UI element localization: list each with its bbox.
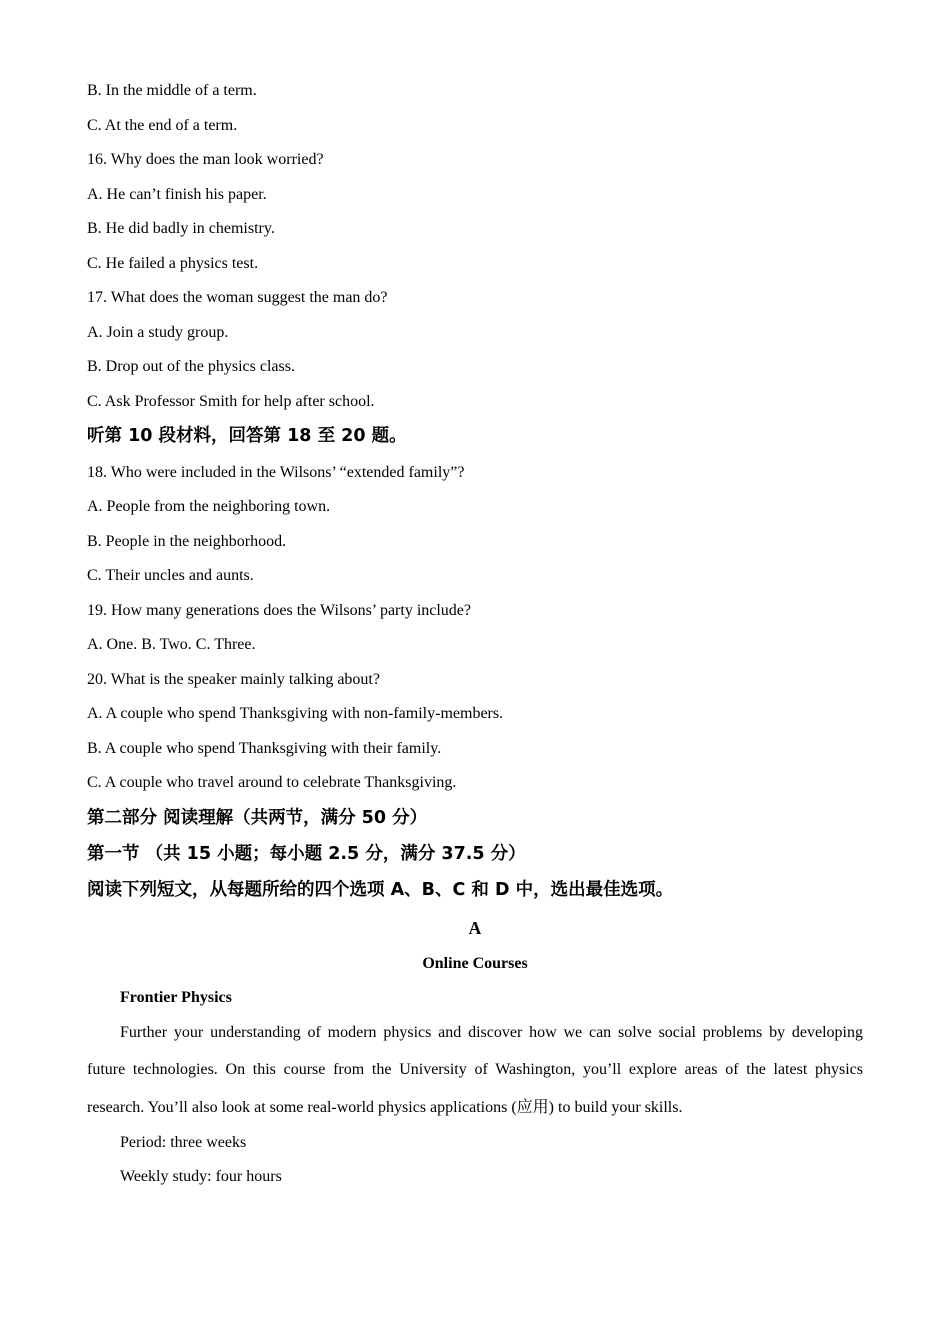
q16-question: 16. Why does the man look worried? xyxy=(87,151,324,168)
q19-options: A. One. B. Two. C. Three. xyxy=(87,636,256,653)
q18-question: 18. Who were included in the Wilsons’ “extended family”? xyxy=(87,464,465,481)
passage-title: Online Courses xyxy=(422,955,528,972)
q18-option-b: B. People in the neighborhood. xyxy=(87,533,287,550)
q15-option-c: C. At the end of a term. xyxy=(87,117,238,134)
section10-instruction: 听第 10 段材料，回答第 18 至 20 题。 xyxy=(87,426,407,446)
course-weekly-study: Weekly study: four hours xyxy=(120,1168,282,1185)
reading-part-title: 第二部分 阅读理解（共两节，满分 50 分） xyxy=(87,808,428,828)
q17-option-a: A. Join a study group. xyxy=(87,324,229,341)
q15-option-b: B. In the middle of a term. xyxy=(87,82,257,99)
passage-letter: A xyxy=(468,918,482,938)
course-description-line: Further your understanding of modern physics and discover how we can solve social problems by developing xyxy=(120,1024,863,1041)
q16-option-b: B. He did badly in chemistry. xyxy=(87,220,275,237)
q19-question: 19. How many generations does the Wilsons’ party include? xyxy=(87,602,472,619)
reading-instruction: 阅读下列短文，从每题所给的四个选项 A、B、C 和 D 中，选出最佳选项。 xyxy=(87,880,674,900)
q20-option-a: A. A couple who spend Thanksgiving with non-family-members. xyxy=(87,705,504,722)
q20-option-c: C. A couple who travel around to celebrate Thanksgiving. xyxy=(87,774,457,791)
q17-option-b: B. Drop out of the physics class. xyxy=(87,358,295,375)
q17-question: 17. What does the woman suggest the man do? xyxy=(87,289,388,306)
q20-option-b: B. A couple who spend Thanksgiving with their family. xyxy=(87,740,442,757)
q16-option-a: A. He can’t finish his paper. xyxy=(87,186,267,203)
course-description-line: future technologies. On this course from the University of Washington, you’ll explore areas of the latest physics xyxy=(87,1061,863,1078)
q18-option-a: A. People from the neighboring town. xyxy=(87,498,331,515)
q17-option-c: C. Ask Professor Smith for help after school. xyxy=(87,393,375,410)
course-name: Frontier Physics xyxy=(120,989,232,1006)
course-period: Period: three weeks xyxy=(120,1134,247,1151)
q20-question: 20. What is the speaker mainly talking about? xyxy=(87,671,380,688)
q16-option-c: C. He failed a physics test. xyxy=(87,255,259,272)
reading-section-title: 第一节 （共 15 小题；每小题 2.5 分，满分 37.5 分） xyxy=(87,844,526,864)
q18-option-c: C. Their uncles and aunts. xyxy=(87,567,254,584)
course-description-line: research. You’ll also look at some real-world physics applications (应用) to build your skills. xyxy=(87,1099,683,1116)
